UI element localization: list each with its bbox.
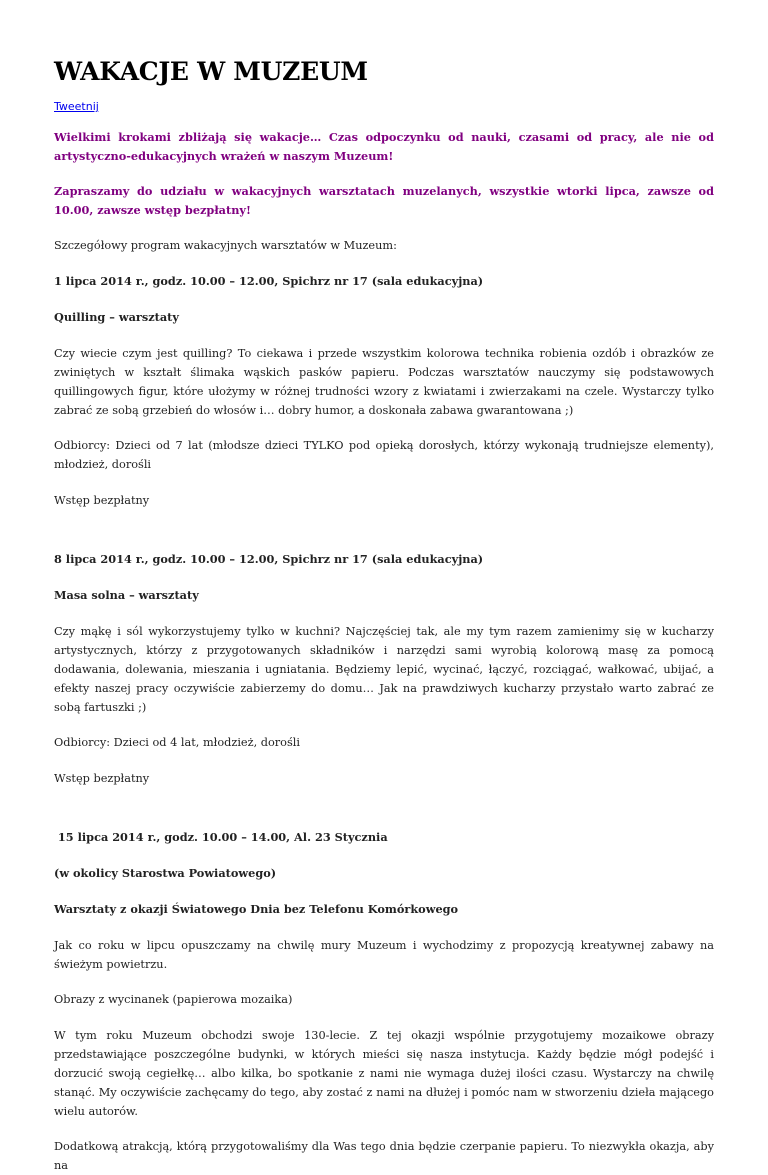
event-date: 1 lipca 2014 r., godz. 10.00 – 12.00, Spichrz nr 17 (sala edukacyjna) [54,274,484,288]
event-date: 15 lipca 2014 r., godz. 10.00 – 14.00, Al. 23 Stycznia [54,830,388,844]
event-location-note: (w okolicy Starostwa Powiatowego) [54,866,277,880]
event-paragraph: W tym roku Muzeum obchodzi swoje 130-lecie. Z tej okazji wspólnie przygotujemy mozaikowe obrazy przedstawiające poszczególne budynki, w których mieści się nasza instytucja. Każdy będzie mógł podejść i dorzucić swoją cegiełkę… albo kilka, bo spotkanie z nami nie wymaga dużej ilości czasu. Wystarczy na chwilę stanąć. My oczywiście zachęcamy do tego, aby zostać z nami na dłużej i pomóc nam w stworzeniu dzieła mającego wielu autorów. [54,1029,714,1118]
invitation-paragraph: Zapraszamy do udziału w wakacyjnych warsztatach muzelanych, wszystkie wtorki lipca, zawsze od 10.00, zawsze wstęp bezpłatny! [54,184,714,217]
article [0,57,768,1175]
event-paragraph: Jak co roku w lipcu opuszczamy na chwilę mury Muzeum i wychodzimy z propozycją kreatywnej zabawy na świeżym powietrzu. [54,939,714,971]
program-heading: Szczegółowy program wakacyjnych warsztatów w Muzeum: [54,239,397,252]
event-audience: Odbiorcy: Dzieci od 4 lat, młodzież, dorośli [54,736,301,749]
event-date: 8 lipca 2014 r., godz. 10.00 – 12.00, Spichrz nr 17 (sala edukacyjna) [54,552,484,566]
event-name: Warsztaty z okazji Światowego Dnia bez Telefonu Komórkowego [54,902,459,916]
event-entry: Wstęp bezpłatny [54,772,150,785]
page-title: WAKACJE W MUZEUM [54,57,368,86]
intro-paragraph: Wielkimi krokami zbliżają się wakacje… Czas odpoczynku od nauki, czasami od pracy, ale nie od artystyczno-edukacyjnych wrażeń w naszym Muzeum! [54,130,714,163]
event-entry: Wstęp bezpłatny [54,494,150,507]
event-name: Masa solna – warsztaty [54,588,199,602]
event-subtitle: Obrazy z wycinanek (papierowa mozaika) [54,993,293,1006]
event-name: Quilling – warsztaty [54,310,179,324]
event-description: Czy mąkę i sól wykorzystujemy tylko w kuchni? Najczęściej tak, ale my tym razem zamienimy się w kucharzy artystycznych, którzy z przygotowanych składników i narzędzi sami wyrobią kolorową masę za pomocą dodawania, dolewania, mieszania i ugniatania. Będziemy lepić, wycinać, łączyć, rozciągać, wałkować, ubijać, a efekty naszej pracy oczywiście zabierzemy do domu… Jak na prawdziwych kucharzy przystało warto zabrać ze sobą fartuszki ;) [54,625,714,714]
event-paragraph: Dodatkową atrakcją, którą przygotowaliśmy dla Was tego dnia będzie czerpanie papieru. To niezwykła okazja, aby na [54,1140,714,1172]
event-audience: Odbiorcy: Dzieci od 7 lat (młodsze dzieci TYLKO pod opieką dorosłych, którzy wykonają trudniejsze elementy), młodzież, dorośli [54,439,714,471]
event-description: Czy wiecie czym jest quilling? To ciekawa i przede wszystkim kolorowa technika robienia ozdób i obrazków ze zwiniętych w kształt ślimaka wąskich pasków papieru. Podczas warsztatów nauczymy się podstawowych quillingowych figur, które ułożymy w różnej trudności wzory z kwiatami i zwierzakami na czele. Wystarczy tylko zabrać ze sobą grzebień do włosów i… dobry humor, a doskonała zabawa gwarantowana ;) [54,347,714,417]
tweet-link[interactable]: Tweetnij [54,100,99,113]
